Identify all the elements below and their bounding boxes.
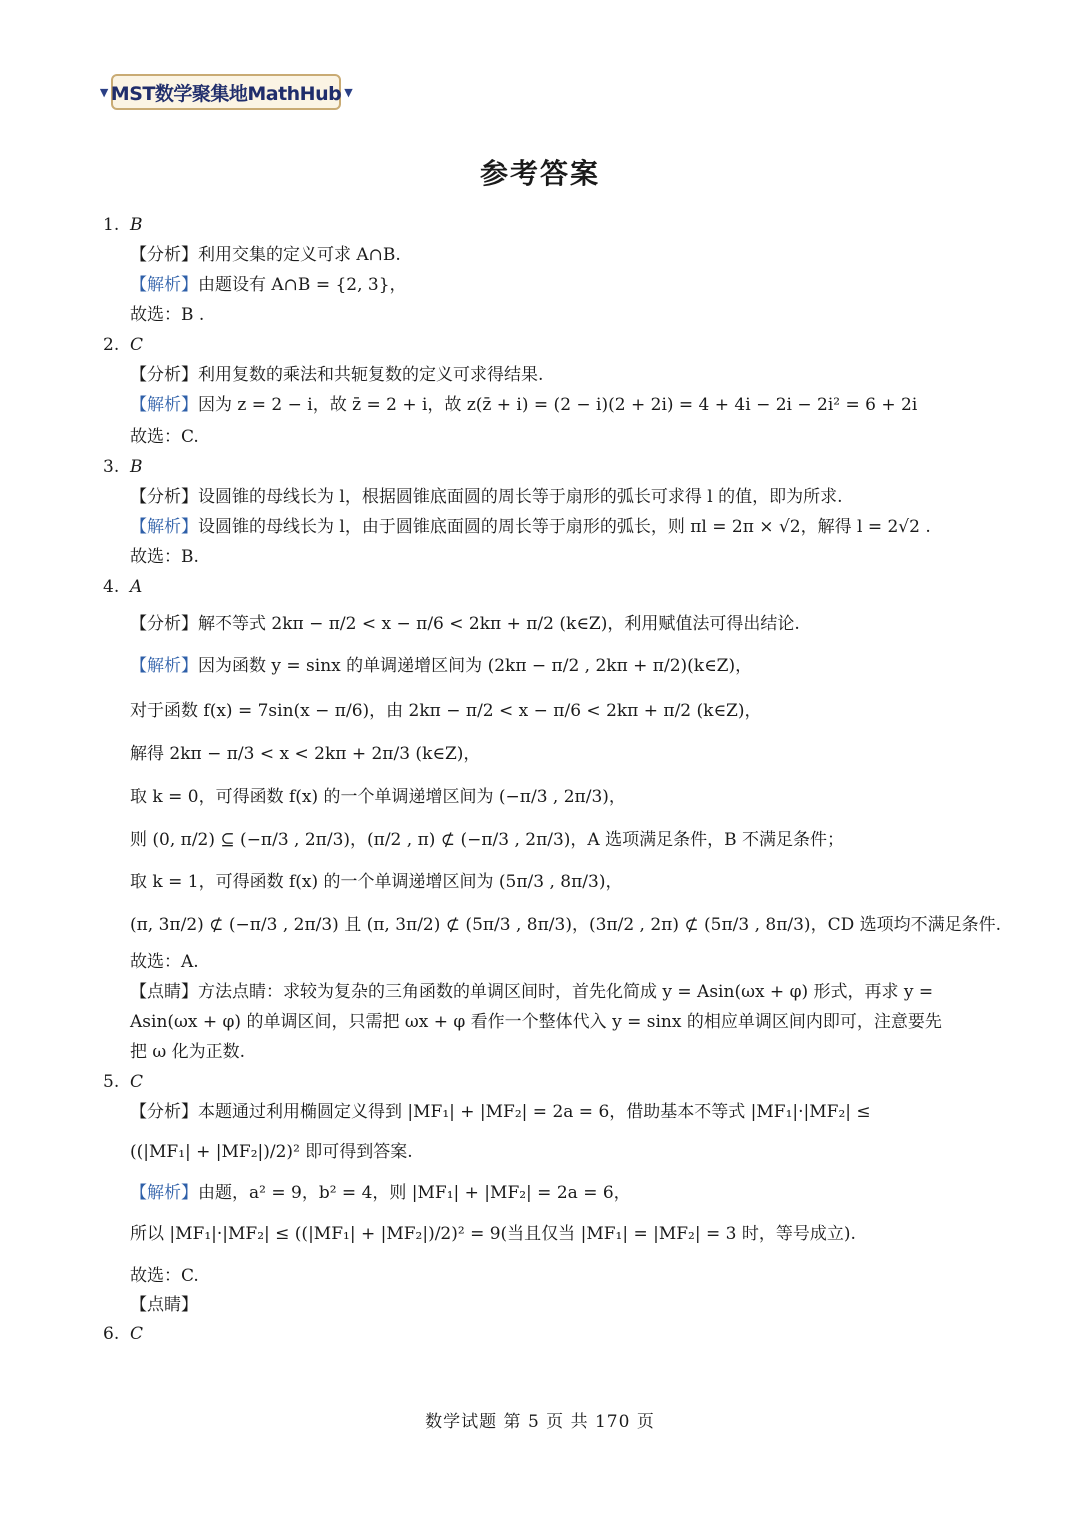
triangle-icon: ▼ xyxy=(99,85,108,99)
q4-line-2: 对于函数 f(x) = 7sin(x − π/6)，由 2kπ − π/2 < x − π/6 < 2kπ + π/2 (k∈Z)， xyxy=(130,701,762,721)
q4-line-5: 则 (0, π/2) ⊆ (−π/3 , 2π/3)，(π/2 , π) ⊄ (−π/3 , 2π/3)，A 选项满足条件，B 不满足条件； xyxy=(130,830,844,850)
page-title: 参考答案 xyxy=(479,157,600,190)
q4-comment-line-3: 把 ω 化为正数. xyxy=(130,1042,246,1062)
q5-analysis-line-2: ((|MF₁| + |MF₂|)/2)² 即可得到答案. xyxy=(130,1142,413,1162)
q4-line-3: 解得 2kπ − π/3 < x < 2kπ + 2π/3 (k∈Z)， xyxy=(130,744,481,764)
question-2-header: 2. C xyxy=(103,335,144,355)
q4-line-7: (π, 3π/2) ⊄ (−π/3 , 2π/3) 且 (π, 3π/2) ⊄ (5π/3 , 8π/3)，(3π/2 , 2π) ⊄ (5π/3 , 8π/3)，CD 选项均不满足条件. xyxy=(130,915,1002,935)
q1-choice: 故选：B . xyxy=(130,305,205,325)
question-5-header: 5. C xyxy=(103,1072,144,1092)
q1-analysis: 【分析】利用交集的定义可求 A∩B. xyxy=(130,245,401,265)
logo-text: MST数学聚集地MathHub xyxy=(110,82,342,105)
q4-choice: 故选：A. xyxy=(130,952,199,972)
q3-solution: 【解析】设圆锥的母线长为 l，由于圆锥底面圆的周长等于扇形的弧长，则 πl = 2π × √2，解得 l = 2√2 . xyxy=(130,517,931,537)
q5-analysis: 【分析】本题通过利用椭圆定义得到 |MF₁| + |MF₂| = 2a = 6，借助基本不等式 |MF₁|·|MF₂| ≤ xyxy=(130,1102,871,1122)
question-1-header: 1. B xyxy=(103,215,143,235)
q1-solution: 【解析】由题设有 A∩B = {2, 3}， xyxy=(130,275,407,295)
page-footer: 数学试题 第 5 页 共 170 页 xyxy=(425,1412,655,1432)
q4-comment-line-2: Asin(ωx + φ) 的单调区间，只需把 ωx + φ 看作一个整体代入 y = sinx 的相应单调区间内即可，注意要先 xyxy=(130,1012,942,1032)
triangle-icon: ▼ xyxy=(344,85,353,99)
q5-line-2: 所以 |MF₁|·|MF₂| ≤ ((|MF₁| + |MF₂|)/2)² = 9(当且仅当 |MF₁| = |MF₂| = 3 时，等号成立). xyxy=(130,1224,856,1244)
q5-comment: 【点睛】 xyxy=(130,1295,198,1315)
q4-analysis: 【分析】解不等式 2kπ − π/2 < x − π/6 < 2kπ + π/2 (k∈Z)，利用赋值法可得出结论. xyxy=(130,614,800,634)
q4-solution: 【解析】因为函数 y = sinx 的单调递增区间为 (2kπ − π/2 , 2kπ + π/2)(k∈Z)， xyxy=(130,656,753,676)
q3-choice: 故选：B. xyxy=(130,547,199,567)
q5-choice: 故选：C. xyxy=(130,1266,199,1286)
q4-line-6: 取 k = 1，可得函数 f(x) 的一个单调递增区间为 (5π/3 , 8π/3)， xyxy=(130,872,623,892)
question-6-header: 6. C xyxy=(103,1324,144,1344)
question-3-header: 3. B xyxy=(103,457,143,477)
q4-line-4: 取 k = 0，可得函数 f(x) 的一个单调递增区间为 (−π/3 , 2π/3)， xyxy=(130,787,626,807)
q2-analysis: 【分析】利用复数的乘法和共轭复数的定义可求得结果. xyxy=(130,365,544,385)
question-4-header: 4. A xyxy=(103,577,143,597)
mathhub-logo xyxy=(99,74,353,110)
q2-choice: 故选：C. xyxy=(130,427,199,447)
q3-analysis: 【分析】设圆锥的母线长为 l，根据圆锥底面圆的周长等于扇形的弧长可求得 l 的值，即为所求. xyxy=(130,487,843,507)
q2-solution: 【解析】因为 z = 2 − i，故 z̄ = 2 + i，故 z(z̄ + i) = (2 − i)(2 + 2i) = 4 + 4i − 2i − 2i² = 6 + 2i xyxy=(130,395,918,415)
q5-solution: 【解析】由题，a² = 9，b² = 4，则 |MF₁| + |MF₂| = 2a = 6， xyxy=(130,1183,631,1203)
q4-comment: 【点睛】方法点睛：求较为复杂的三角函数的单调区间时，首先化简成 y = Asin(ωx + φ) 形式，再求 y = xyxy=(130,982,934,1002)
